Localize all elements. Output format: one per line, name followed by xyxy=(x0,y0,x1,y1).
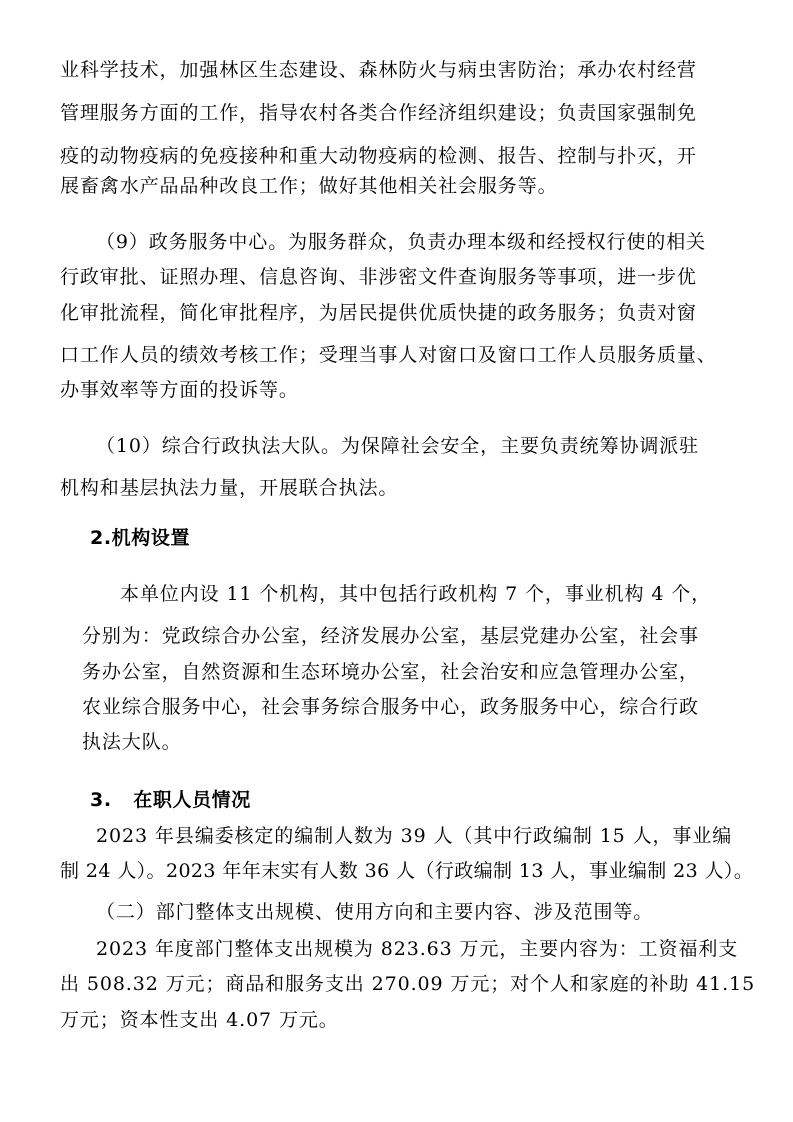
para-org-line-3: 务办公室，自然资源和生态环境办公室，社会治安和应急管理办公室， xyxy=(82,661,699,683)
para-service-line-1: （9）政务服务中心。为服务群众，负责办理本级和经授权行使的相关 xyxy=(96,231,706,253)
para-agri-line-4: 展畜禽水产品品种改良工作；做好其他相关社会服务等。 xyxy=(60,175,558,197)
para-enforcement-line-2: 机构和基层执法力量，开展联合执法。 xyxy=(60,477,399,499)
heading-org-setup: 2.机构设置 xyxy=(90,527,191,549)
para-staff-line-1: 2023 年县编委核定的编制人数为 39 人（其中行政编制 15 人，事业编 xyxy=(96,825,733,847)
para-enforcement-line-1: （10）综合行政执法大队。为保障社会安全，主要负责统筹协调派驻 xyxy=(96,435,700,457)
para-agri-line-3: 疫的动物疫病的免疫接种和重大动物疫病的检测、报告、控制与扑灭，开 xyxy=(60,145,697,167)
heading-staff: 3. 在职人员情况 xyxy=(90,789,251,811)
section-two-heading: （二）部门整体支出规模、使用方向和主要内容、涉及范围等。 xyxy=(96,901,654,923)
para-agri-line-2: 管理服务方面的工作，指导农村各类合作经济组织建设；负责国家强制免 xyxy=(60,102,697,124)
para-agri-line-1: 业科学技术，加强林区生态建设、森林防火与病虫害防治；承办农村经营 xyxy=(60,59,697,81)
para-service-line-3: 化审批流程，简化审批程序，为居民提供优质快捷的政务服务；负责对窗 xyxy=(60,302,697,324)
para-spending-line-1: 2023 年度部门整体支出规模为 823.63 万元，主要内容为：工资福利支 xyxy=(96,938,739,960)
para-staff-line-2: 制 24 人）。2023 年年末实有人数 36 人（行政编制 13 人，事业编制 23 人）。 xyxy=(60,860,754,882)
para-org-line-4: 农业综合服务中心，社会事务综合服务中心，政务服务中心，综合行政 xyxy=(82,696,699,718)
para-spending-line-2: 出 508.32 万元；商品和服务支出 270.09 万元；对个人和家庭的补助 41.15 xyxy=(60,973,756,995)
para-spending-line-3: 万元；资本性支出 4.07 万元。 xyxy=(60,1009,339,1031)
para-service-line-4: 口工作人员的绩效考核工作；受理当事人对窗口及窗口工作人员服务质量、 xyxy=(60,344,717,366)
para-org-line-5: 执法大队。 xyxy=(82,731,182,753)
para-service-line-5: 办事效率等方面的投诉等。 xyxy=(60,379,299,401)
para-org-line-1: 本单位内设 11 个机构，其中包括行政机构 7 个，事业机构 4 个， xyxy=(120,583,712,605)
para-org-line-2: 分别为：党政综合办公室，经济发展办公室，基层党建办公室，社会事 xyxy=(82,625,699,647)
para-service-line-2: 行政审批、证照办理、信息咨询、非涉密文件查询服务等事项，进一步优 xyxy=(60,266,697,288)
